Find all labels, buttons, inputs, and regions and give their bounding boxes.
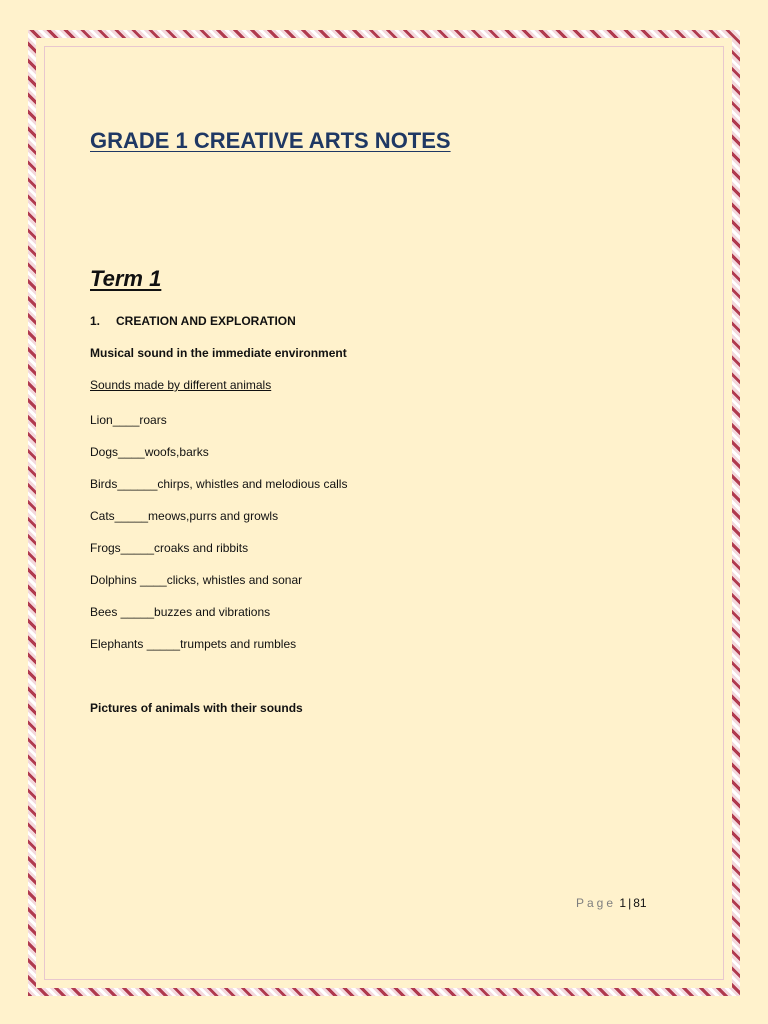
subtopic: Sounds made by different animals — [90, 378, 272, 392]
animal-sounds-list — [90, 413, 347, 669]
page-number: 1 — [619, 896, 627, 910]
page-footer — [576, 896, 647, 910]
document-title: GRADE 1 CREATIVE ARTS NOTES — [90, 128, 451, 153]
list-item: Cats_____meows,purrs and growls — [90, 509, 279, 523]
list-item: Dolphins ____clicks, whistles and sonar — [90, 573, 303, 587]
list-item: Birds______chirps, whistles and melodious calls — [90, 477, 348, 491]
list-item: Lion____roars — [90, 413, 167, 427]
pictures-heading: Pictures of animals with their sounds — [90, 701, 303, 715]
section-heading — [90, 314, 296, 328]
list-item: Bees _____buzzes and vibrations — [90, 605, 271, 619]
page-label: Page — [576, 896, 617, 910]
list-item: Frogs_____croaks and ribbits — [90, 541, 249, 555]
term-heading: Term 1 — [90, 266, 162, 291]
list-item: Elephants _____trumpets and rumbles — [90, 637, 297, 651]
page-separator: | — [628, 896, 632, 910]
total-pages: 81 — [633, 896, 647, 910]
subheading: Musical sound in the immediate environment — [90, 346, 347, 360]
list-item: Dogs____woofs,barks — [90, 445, 209, 459]
section-title: CREATION AND EXPLORATION — [116, 314, 296, 328]
section-number: 1. — [90, 314, 101, 328]
